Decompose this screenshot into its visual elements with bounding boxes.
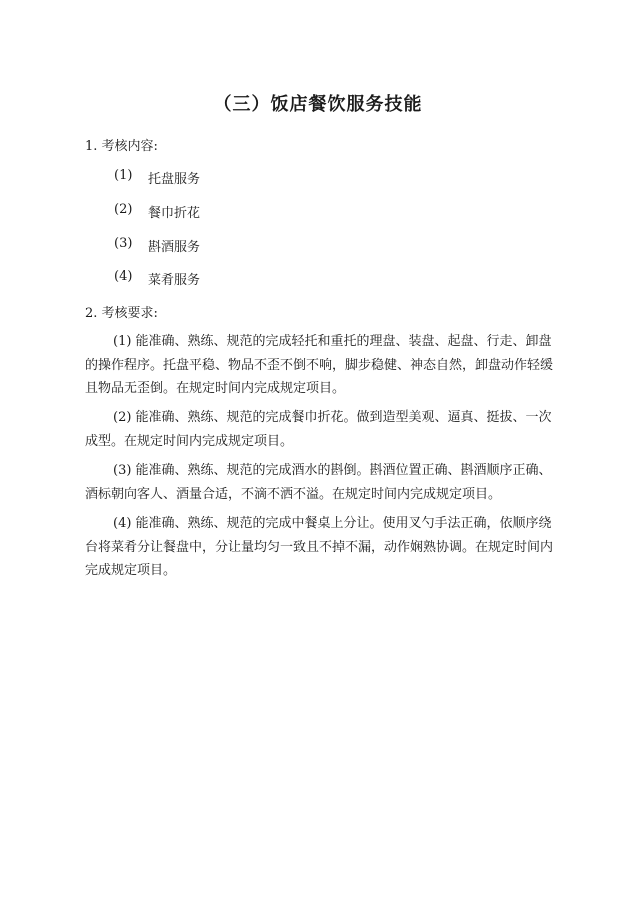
list-item-number: (2) <box>114 202 133 217</box>
list-item-number: (4) <box>114 269 133 284</box>
requirement-paragraph: (2) 能准确、熟练、规范的完成餐巾折花。做到造型美观、逼真、挺拔、一次成型。在规定时间内完成规定项目。 <box>85 410 552 449</box>
list-item <box>114 236 200 255</box>
list-item-text: 餐巾折花 <box>148 206 201 221</box>
list-item <box>114 202 200 221</box>
requirement-paragraph: (4) 能准确、熟练、规范的完成中餐桌上分让。使用叉勺手法正确，依顺序绕台将菜肴分让餐盘中，分让量均匀一致且不掉不漏，动作娴熟协调。在规定时间内完成规定项目。 <box>85 516 554 578</box>
list-item <box>114 168 200 187</box>
list-item-number: (3) <box>114 236 133 251</box>
list-item-text: 托盘服务 <box>148 172 201 187</box>
section-heading-requirements: 2. 考核要求: <box>85 306 158 321</box>
section-heading-content: 1. 考核内容: <box>85 139 158 154</box>
document-title: （三）饭店餐饮服务技能 <box>213 94 423 115</box>
list-item <box>114 269 200 288</box>
list-item-text: 菜肴服务 <box>148 273 201 288</box>
requirement-paragraph: (1) 能准确、熟练、规范的完成轻托和重托的理盘、装盘、起盘、行走、卸盘的操作程序。托盘平稳、物品不歪不倒不响，脚步稳健、神态自然，卸盘动作轻缓且物品无歪倒。在规定时间内完成规定项目。 <box>85 334 554 396</box>
list-item-number: (1) <box>114 168 133 183</box>
list-item-text: 斟酒服务 <box>148 240 201 255</box>
requirement-paragraph: (3) 能准确、熟练、规范的完成酒水的斟倒。斟酒位置正确、斟酒顺序正确、酒标朝向客人、酒量合适，不滴不洒不溢。在规定时间内完成规定项目。 <box>85 463 552 502</box>
